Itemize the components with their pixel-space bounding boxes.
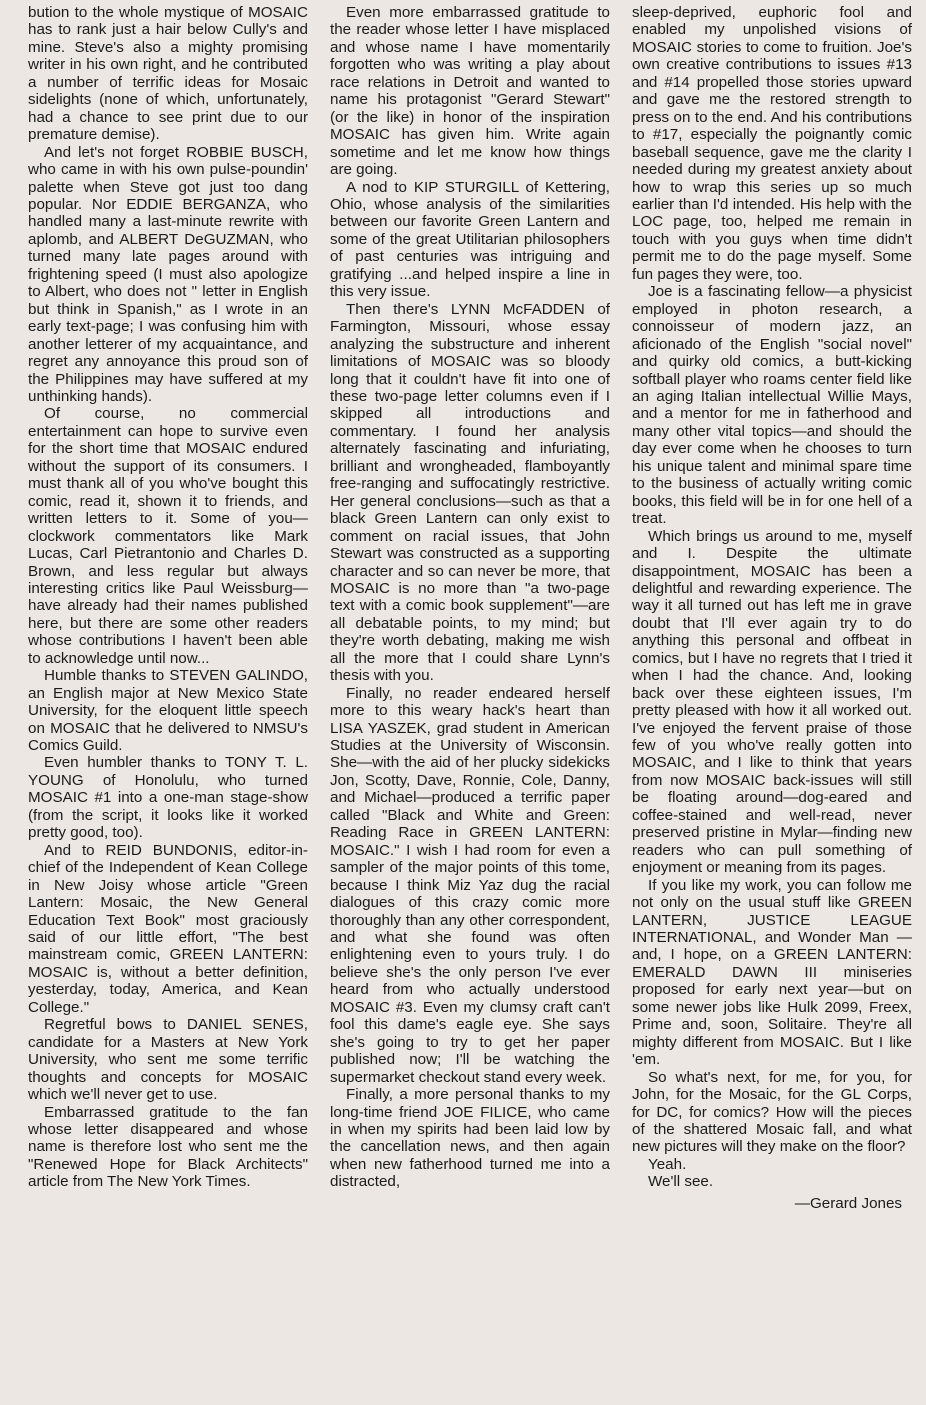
paragraph: Joe is a fascinating fellow—a physicist employed in photon research, a connoisseur of modern jazz, an aficionado of the English "social novel" and quirky old comics, a butt-kicking softball player who roams center field like an aging Italian intellectual Willie Mays, and a mentor for me in fatherhood and many other vital topics—and should the day ever come when he chooses to turn his unique talent and minimal spare time to the business of actually writing comic books, this field will be in for one hell of a treat.: [632, 283, 912, 528]
paragraph: Then there's LYNN McFADDEN of Farmington, Missouri, whose essay analyzing the substructure and inherent limitations of MOSAIC was so bloody long that it couldn't have fit into one of these two-page letter columns even if I skipped all introductions and commentary. I found her analysis alternately fascinating and infuriating, brilliant and wrongheaded, flamboyantly free-ranging and suffocatingly restrictive. Her general conclusions—such as that a black Green Lantern can only exist to comment on racial issues, that John Stewart was constructed as a supporting character and so can never be more, that MOSAIC is no more than "a two-page text with a comic book supplement"—are all debatable points, to my mind; but they're worth debating, making me wish all the more that I could share Lynn's thesis with you.: [330, 300, 610, 685]
paragraph: Finally, a more personal thanks to my long-time friend JOE FILICE, who came in when my spirits had been laid low by the cancellation news, and then again when new fatherhood turned me into a distracted,: [330, 1086, 610, 1191]
paragraph: A nod to KIP STURGILL of Kettering, Ohio, whose analysis of the similarities between our favorite Green Lantern and some of the great Utilitarian philosophers of past centuries was intriguing and gratifying ...and helped inspire a line in this very issue.: [330, 178, 610, 301]
paragraph: And let's not forget ROBBIE BUSCH, who came in with his own pulse-poundin' palette when Steve got just too dang popular. Nor EDDIE BERGANZA, who handled many a last-minute rewrite with aplomb, and ALBERT DeGUZMAN, who turned many late pages around with frightening speed (I must also apologize to Albert, who does not " letter in English but think in Spanish," as I wrote in an early text-page; I was confusing him with another letterer of my acquaintance, and regret any annoyance this proud son of the Philippines may have suffered at my unthinking hands).: [28, 143, 308, 405]
paragraph: sleep-deprived, euphoric fool and enabled my unpolished visions of MOSAIC stories to come to fruition. Joe's own creative contributions to issues #13 and #14 propelled those stories upward and gave me the restored strength to press on to the end. And his contributions to #17, especially the poignantly comic baseball sequence, gave me the clarity I needed during my greatest anxiety about how to wrap this series up so much earlier than I'd intended. His help with the LOC page, too, helped me remain in touch with you guys when time didn't permit me to do the page myself. Some fun pages they were, too.: [632, 4, 912, 283]
paragraph: Humble thanks to STEVEN GALINDO, an English major at New Mexico State University, for the eloquent little speech on MOSAIC that he delivered to NMSU's Comics Guild.: [28, 667, 308, 755]
paragraph: Yeah.: [648, 1155, 687, 1173]
column-1: [28, 4, 308, 1405]
paragraph: Even more embarrassed gratitude to the reader whose letter I have misplaced and whose name I have momentarily forgotten who was writing a play about race relations in Detroit and wanted to name his protagonist "Gerard Stewart" (or the like) in honor of the inspiration MOSAIC has given him. Write again sometime and let me know how things are going.: [330, 4, 610, 179]
paragraph: Embarrassed gratitude to the fan whose letter disappeared and whose name is therefore lost who sent me the "Renewed Hope for Black Architects" article from The New York Times.: [28, 1103, 308, 1191]
paragraph: Which brings us around to me, myself and I. Despite the ultimate disappointment, MOSAIC has been a delightful and rewarding experience. The way it all turned out has left me in grave doubt that I'll ever again try to do anything this personal and offbeat in comics, but I have no regrets that I tried it when I had the chance. And, looking back over these eighteen issues, I'm pretty pleased with how it all worked out. I've enjoyed the fervent praise of those few of you who've really gotten into MOSAIC, and I like to think that years from now MOSAIC back-issues will still be floating around—dog-eared and coffee-stained and well-read, never preserved pristine in Mylar—finding new readers who can pull something of enjoyment or meaning from its pages.: [632, 527, 912, 877]
paragraph: We'll see.: [648, 1173, 714, 1191]
column-2: [330, 4, 610, 1405]
paragraph: Finally, no reader endeared herself more to this weary hack's heart than LISA YASZEK, grad student in American Studies at the University of Wisconsin. She—with the aid of her plucky sidekicks Jon, Scotty, Dave, Ronnie, Cole, Danny, and Michael—produced a terrific paper called "Black and White and Green: Reading Race in GREEN LANTERN: MOSAIC." I wish I had room for even a sampler of the major points of this tome, because I think Miz Yaz dug the racial dialogues of this crazy comic more thoroughly than any other correspondent, and what she found was often enlightening even to yours truly. I do believe she's the only person I've ever heard from who actually understood MOSAIC #3. Even my clumsy craft can't fool this dame's eagle eye. She says she's going to try to get her paper published now; I'll be watching the supermarket checkout stand every week.: [330, 684, 610, 1086]
paragraph: So what's next, for me, for you, for John, for the Mosaic, for the GL Corps, for DC, for comics? How will the pieces of the shattered Mosaic fall, and what new pictures will they make on the floor?: [632, 1068, 912, 1156]
signature: —Gerard Jones: [794, 1194, 902, 1212]
paragraph: If you like my work, you can follow me not only on the usual stuff like GREEN LANTERN, JUSTICE LEAGUE INTERNATIONAL, and Wonder Man —and, I hope, on a GREEN LANTERN: EMERALD DAWN III miniseries proposed for early next year—but on some newer jobs like Hulk 2099, Freex, Prime and, soon, Solitaire. They're all mighty different from MOSAIC. But I like 'em.: [632, 876, 912, 1069]
paragraph: Even humbler thanks to TONY T. L. YOUNG of Honolulu, who turned MOSAIC #1 into a one-man stage-show (from the script, it looks like it worked pretty good, too).: [28, 754, 308, 842]
paragraph: Regretful bows to DANIEL SENES, candidate for a Masters at New York University, who sent me some terrific thoughts and concepts for MOSAIC which we'll never get to use.: [28, 1016, 308, 1104]
paragraph: Of course, no commercial entertainment can hope to survive even for the short time that MOSAIC endured without the support of its consumers. I must thank all of you who've bought this comic, read it, shown it to friends, and written letters to it. Some of you—clockwork commentators like Mark Lucas, Carl Pietrantonio and Charles D. Brown, and less regular but always interesting critics like Paul Weissburg—have already had their names published here, but there are some other readers whose contributions I haven't been able to acknowledge until now...: [28, 405, 308, 667]
paragraph: And to REID BUNDONIS, editor-in-chief of the Independent of Kean College in New Joisy whose article "Green Lantern: Mosaic, the New General Education Text Book" most graciously said of our little effort, "The best mainstream comic, GREEN LANTERN: MOSAIC is, without a better definition, yesterday, today, America, and Kean College.": [28, 841, 308, 1016]
paragraph: bution to the whole mystique of MOSAIC has to rank just a hair below Cully's and mine. Steve's also a mighty promising writer in his own right, and he contributed a number of terrific ideas for Mosaic sidelights (none of which, unfortunately, had a chance to see print due to our premature demise).: [28, 4, 308, 144]
column-3: [632, 4, 912, 1405]
